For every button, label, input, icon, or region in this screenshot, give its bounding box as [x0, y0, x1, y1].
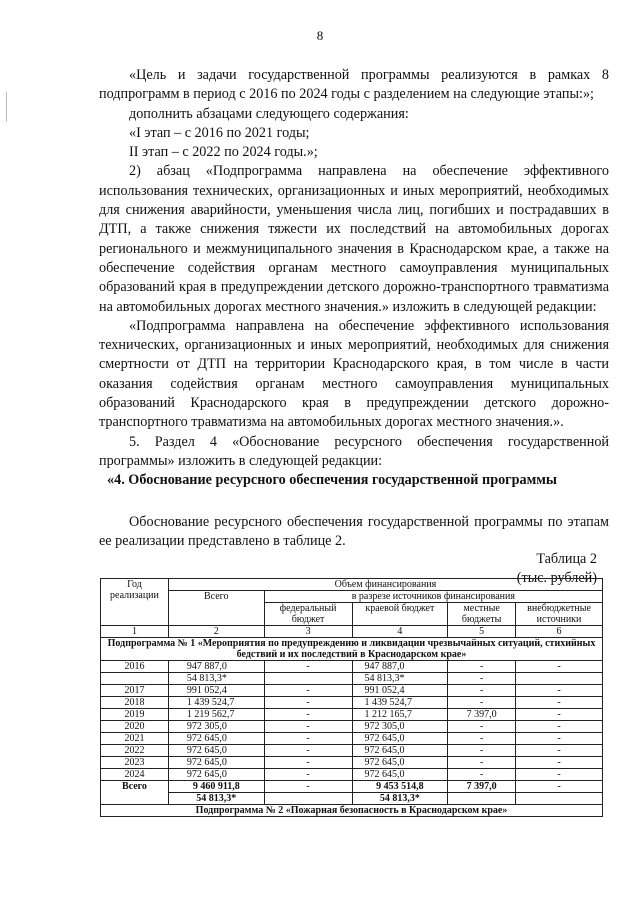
- total-cell: -: [516, 781, 603, 793]
- column-number: 5: [448, 626, 516, 638]
- table-cell-extra: -: [516, 733, 603, 745]
- header-local: местные бюджеты: [448, 603, 516, 626]
- table-cell-extra: -: [516, 661, 603, 673]
- column-number: 2: [168, 626, 264, 638]
- subprogram-2-title: Подпрограмма № 2 «Пожарная безопасность в Краснодарском крае»: [101, 805, 603, 817]
- table-row: [101, 721, 603, 733]
- table-cell-total: 947 887,0: [168, 661, 264, 673]
- table-body: [101, 661, 603, 781]
- table-cell-year: 2018: [101, 697, 169, 709]
- page-number: 8: [316, 28, 324, 43]
- total-label: Всего: [101, 781, 169, 805]
- table-cell-year: 2024: [101, 769, 169, 781]
- total-cell: -: [264, 781, 352, 793]
- table-cell-extra: -: [516, 721, 603, 733]
- table-cell-extra: -: [516, 769, 603, 781]
- column-number-row: [101, 626, 603, 638]
- table-cell-federal: -: [264, 769, 352, 781]
- total-row: [101, 793, 603, 805]
- table-row: [101, 697, 603, 709]
- table-cell-regional: 991 052,4: [352, 685, 448, 697]
- table-cell-total: 1 219 562,7: [168, 709, 264, 721]
- header-federal: федеральный бюджет: [264, 603, 352, 626]
- table-cell-total: 1 439 524,7: [168, 697, 264, 709]
- table-cell-federal: -: [264, 661, 352, 673]
- table-cell-extra: -: [516, 697, 603, 709]
- header-regional: краевой бюджет: [352, 603, 448, 626]
- table-cell-year: 2017: [101, 685, 169, 697]
- table-cell-federal: -: [264, 757, 352, 769]
- total-cell: 9 453 514,8: [352, 781, 448, 793]
- header-total: Всего: [168, 591, 264, 626]
- table-cell-local: -: [448, 661, 516, 673]
- table-cell-total: 972 645,0: [168, 757, 264, 769]
- table-cell-extra: -: [516, 757, 603, 769]
- paragraph: «Подпрограмма направлена на обеспечение эффективного использования технических, организационных и иных мероприятий, необходимых для снижения смертности от ДТП на территории Краснодарского края, в том числе в части оказания содействия органам местного самоуправления муниципальных образований Краснодарского края в предупреждении детского дорожно-транспортного травматизма на автомобильных дорогах местного значения.».: [99, 317, 609, 431]
- table-cell-local: -: [448, 745, 516, 757]
- table-cell-local: -: [448, 733, 516, 745]
- table-cell-regional: 1 212 165,7: [352, 709, 448, 721]
- column-number: 3: [264, 626, 352, 638]
- table-cell-regional: 972 645,0: [352, 769, 448, 781]
- table-cell-regional: 972 305,0: [352, 721, 448, 733]
- table-cell-federal: -: [264, 721, 352, 733]
- table-row: [101, 709, 603, 721]
- column-number: 6: [516, 626, 603, 638]
- table-cell-regional: 54 813,3*: [352, 673, 448, 685]
- table-cell-total: 54 813,3*: [168, 673, 264, 685]
- table-row: [101, 757, 603, 769]
- body-text: [99, 66, 609, 551]
- paragraph: 5. Раздел 4 «Обоснование ресурсного обеспечения государственной программы» изложить в следующей редакции:: [99, 433, 609, 469]
- section-heading: «4. Обоснование ресурсного обеспечения государственной программы: [107, 472, 558, 489]
- table-row: [101, 685, 603, 697]
- paragraph: дополнить абзацами следующего содержания:: [129, 105, 409, 122]
- total-cell: [264, 793, 352, 805]
- paragraph: 2) абзац «Подпрограмма направлена на обеспечение эффективного использования технических, организационных и иных мероприятий, необходимых для снижения аварийности, уменьшения числа лиц, погибших и пострадавших в ДТП, а также снижения тяжести их последствий на автомобильных дорогах регионального и межмуниципального значения в Краснодарском крае, а также на обеспечение содействия органам местного самоуправления муниципальных образований края в предупреждении детского дорожно-транспортного травматизма на автомобильных дорогах местного значения.» изложить в следующей редакции:: [99, 163, 609, 315]
- table-cell-local: -: [448, 721, 516, 733]
- table-cell-total: 972 645,0: [168, 769, 264, 781]
- total-cell: 54 813,3*: [352, 793, 448, 805]
- total-row: [101, 781, 603, 793]
- header-by-source: в разрезе источников финансирования: [264, 591, 602, 603]
- table-cell-regional: 972 645,0: [352, 745, 448, 757]
- table-cell-year: 2022: [101, 745, 169, 757]
- table-cell-regional: 972 645,0: [352, 757, 448, 769]
- column-number: 1: [101, 626, 169, 638]
- table-cell-year: 2019: [101, 709, 169, 721]
- table-cell-year: 2023: [101, 757, 169, 769]
- table-cell-year: 2020: [101, 721, 169, 733]
- paragraph: «I этап – с 2016 по 2021 годы;: [129, 124, 310, 141]
- table-row: [101, 673, 603, 685]
- header-extra: внебюджетные источники: [516, 603, 603, 626]
- table-cell-local: -: [448, 697, 516, 709]
- table-cell-regional: 1 439 524,7: [352, 697, 448, 709]
- table-cell-total: 972 305,0: [168, 721, 264, 733]
- paragraph: Обоснование ресурсного обеспечения государственной программы по этапам ее реализации представлено в таблице 2.: [99, 513, 609, 549]
- table-cell-total: 972 645,0: [168, 745, 264, 757]
- total-cell: [516, 793, 603, 805]
- table-title: Таблица 2: [536, 551, 597, 567]
- table-cell-federal: -: [264, 697, 352, 709]
- table-cell-extra: -: [516, 709, 603, 721]
- table-row: [101, 769, 603, 781]
- table-cell-federal: -: [264, 709, 352, 721]
- table-cell-regional: 947 887,0: [352, 661, 448, 673]
- table-cell-total: 972 645,0: [168, 733, 264, 745]
- total-cell: 54 813,3*: [168, 793, 264, 805]
- header-year: Год реализации: [101, 579, 169, 626]
- table-cell-local: -: [448, 769, 516, 781]
- table-cell-federal: [264, 673, 352, 685]
- table-unit: (тыс. рублей): [516, 570, 597, 586]
- table-cell-local: -: [448, 685, 516, 697]
- paragraph: II этап – с 2022 по 2024 годы.»;: [129, 144, 318, 161]
- header-financing: Объем финансирования: [168, 579, 602, 591]
- table-cell-extra: -: [516, 685, 603, 697]
- table-row: [101, 661, 603, 673]
- subprogram-1-title: Подпрограмма № 1 «Мероприятия по предупреждению и ликвидации чрезвычайных ситуаций, стихийных бедствий и их последствий в Краснодарском крае»: [101, 638, 603, 661]
- margin-rule: [6, 92, 7, 122]
- column-number: 4: [352, 626, 448, 638]
- table-cell-extra: [516, 673, 603, 685]
- total-cell: 7 397,0: [448, 781, 516, 793]
- table-cell-extra: -: [516, 745, 603, 757]
- table-cell-federal: -: [264, 745, 352, 757]
- financing-table: [100, 578, 603, 817]
- total-cell: [448, 793, 516, 805]
- table-cell-regional: 972 645,0: [352, 733, 448, 745]
- table-row: [101, 733, 603, 745]
- table-cell-federal: -: [264, 685, 352, 697]
- table-cell-year: [101, 673, 169, 685]
- total-cell: 9 460 911,8: [168, 781, 264, 793]
- table-cell-local: 7 397,0: [448, 709, 516, 721]
- table-cell-year: 2021: [101, 733, 169, 745]
- table-cell-total: 991 052,4: [168, 685, 264, 697]
- table-cell-local: -: [448, 673, 516, 685]
- paragraph: «Цель и задачи государственной программы реализуются в рамках 8 подпрограмм в период с 2016 по 2024 годы с разделением на следующие этапы:»;: [99, 67, 609, 103]
- table-cell-local: -: [448, 757, 516, 769]
- table-cell-federal: -: [264, 733, 352, 745]
- table-row: [101, 745, 603, 757]
- table-cell-year: 2016: [101, 661, 169, 673]
